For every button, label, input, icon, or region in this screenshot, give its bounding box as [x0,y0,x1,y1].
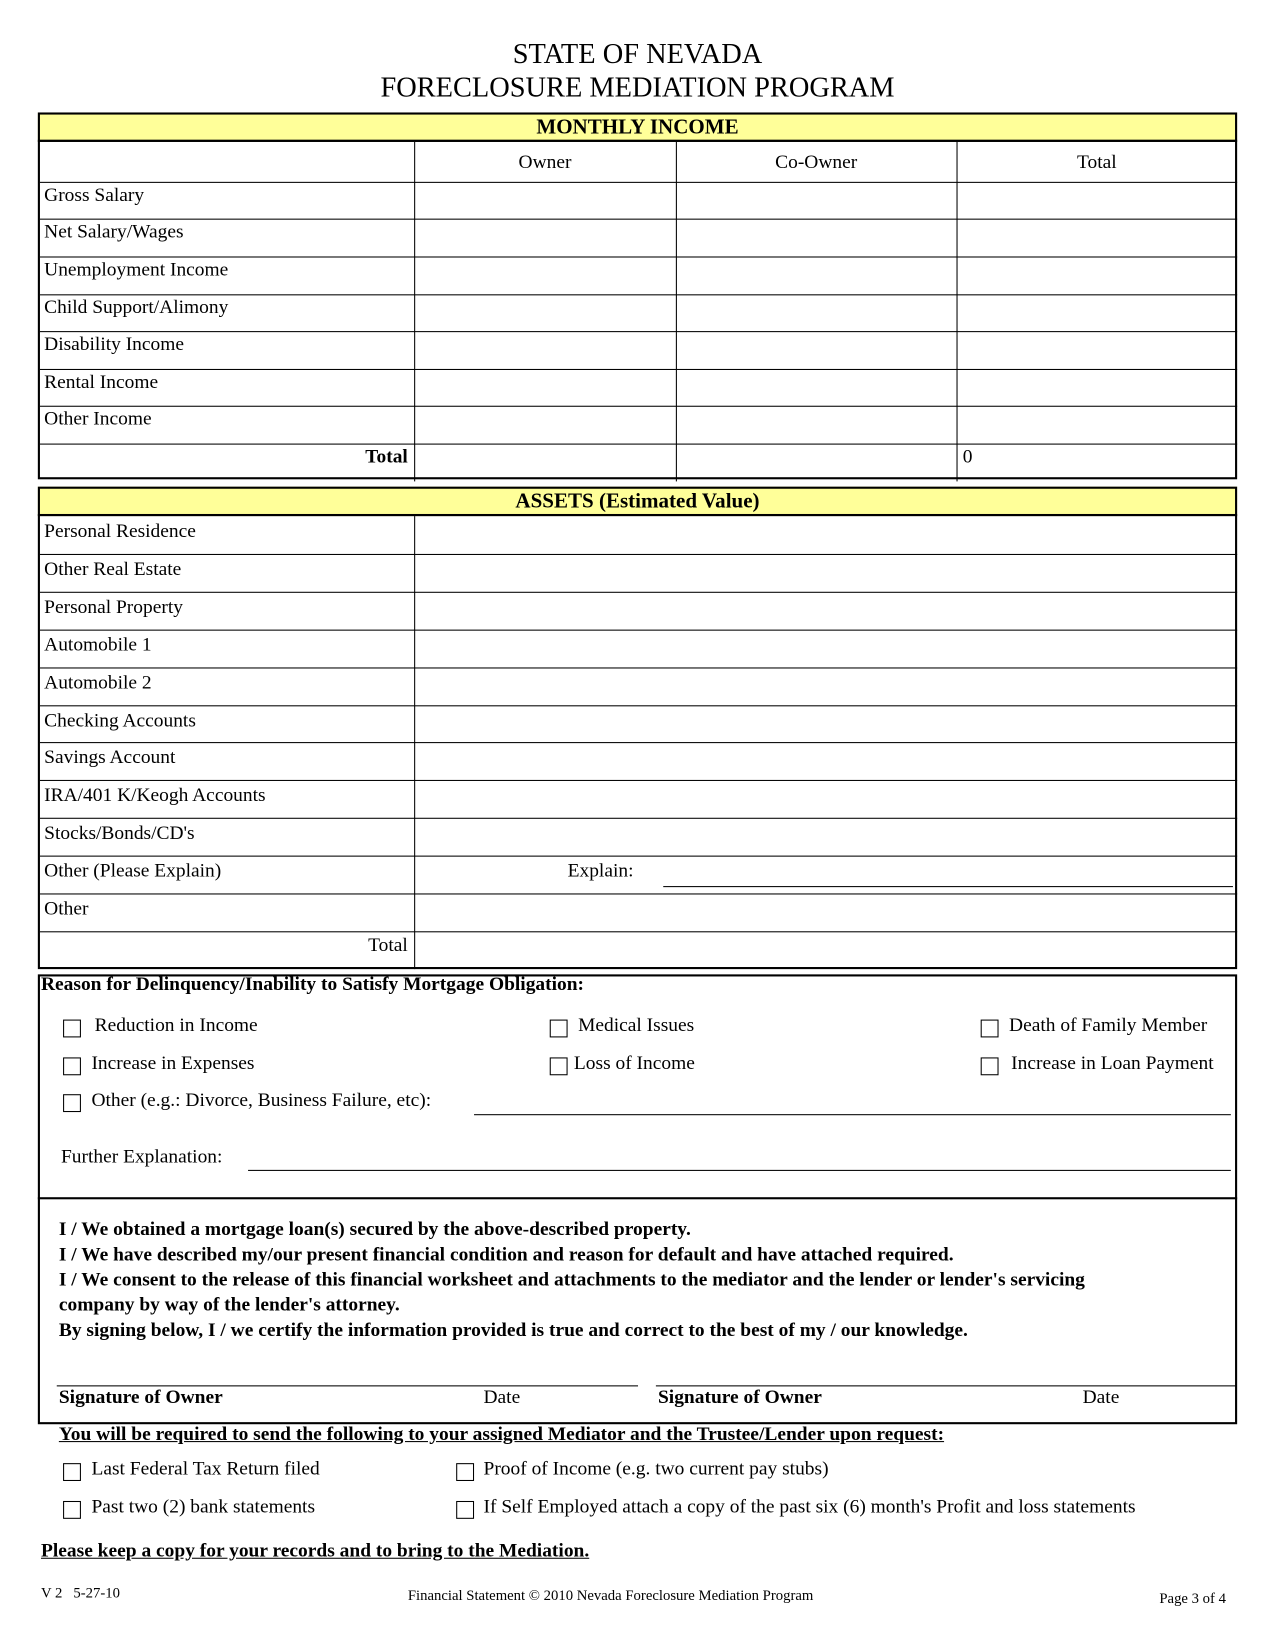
statement-line: I / We obtained a mortgage loan(s) secured by the above-described property. [58,1219,691,1241]
total-income-field[interactable] [959,221,1235,253]
owner-income-field[interactable] [416,371,674,403]
option-label: Increase in Loan Payment [1011,1053,1214,1075]
assets-table [38,514,1237,969]
asset-row-label: Automobile 2 [44,672,152,694]
further-explanation-field[interactable] [248,1170,1231,1171]
checkbox-bank-statements[interactable] [63,1501,81,1519]
statement-line: company by way of the lender's attorney. [58,1294,400,1316]
owner-income-field[interactable] [416,408,674,440]
option-label: Medical Issues [578,1015,695,1037]
co-owner-income-field[interactable] [678,259,954,291]
total-income-field[interactable] [959,259,1235,291]
owner-income-field[interactable] [416,259,674,291]
option-label: Other (e.g.: Divorce, Business Failure, etc): [91,1089,432,1112]
column-divider [414,142,415,482]
date-label: Date [483,1387,521,1409]
total-income-field[interactable] [959,333,1235,365]
further-explanation-label: Further Explanation: [60,1146,223,1168]
checkbox-other-reason[interactable] [63,1094,81,1112]
column-header: Total [1076,152,1117,174]
row-divider [40,256,1237,257]
row-divider [40,369,1237,370]
row-divider [40,331,1237,332]
checkbox-increase-in-loan-payment[interactable] [981,1057,999,1075]
income-row-label: Disability Income [44,334,185,356]
statement-line: By signing below, I / we certify the information provided is true and correct to the best of my / our knowledge. [58,1320,968,1342]
statement-line: I / We consent to the release of this financial worksheet and attachments to the mediator and the lender or lender's servicing [58,1269,1085,1291]
income-row-label: Net Salary/Wages [44,221,184,243]
required-item-label: Last Federal Tax Return filed [91,1458,320,1480]
checkbox-increase-in-expenses[interactable] [63,1057,81,1075]
monthly-income-header: MONTHLY INCOME [38,112,1237,141]
income-row-label: Rental Income [44,372,159,394]
owner-signature-line-2[interactable] [656,1385,1236,1386]
row-divider [40,592,1237,593]
row-divider [40,629,1237,630]
assets-total-label: Total [368,935,408,957]
row-divider [40,219,1237,220]
row-divider [40,294,1237,295]
checkbox-tax-return[interactable] [63,1463,81,1481]
asset-value-field[interactable] [418,707,1234,740]
date-label: Date [1082,1387,1120,1409]
footer-page-number: Page 3 of 4 [1159,1591,1226,1608]
row-divider [40,667,1237,668]
total-income-field[interactable] [959,184,1235,216]
row-divider [40,406,1237,407]
asset-value-field[interactable] [418,782,1234,815]
required-item-label: Past two (2) bank statements [91,1496,316,1518]
income-row-label: Child Support/Alimony [44,297,229,319]
asset-value-field[interactable] [418,896,1234,929]
co-owner-income-field[interactable] [678,184,954,216]
row-divider [40,182,1237,183]
required-documents-title: You will be required to send the following to your assigned Mediator and the Trustee/Lender upon request: [58,1424,945,1446]
title-line-2: FORECLOSURE MEDIATION PROGRAM [380,71,895,104]
option-label: Death of Family Member [1009,1015,1208,1037]
assets-header: ASSETS (Estimated Value) [38,487,1237,516]
required-item-label: If Self Employed attach a copy of the past six (6) month's Profit and loss statements [483,1496,1136,1518]
column-divider [957,142,958,482]
asset-value-field[interactable] [418,745,1234,778]
asset-row-label: Automobile 1 [44,634,152,656]
monthly-income-table [38,140,1237,480]
co-owner-income-field[interactable] [678,408,954,440]
required-item-label: Proof of Income (e.g. two current pay stubs) [483,1458,829,1480]
row-divider [40,742,1237,743]
column-header: Co-Owner [775,152,858,174]
owner-income-field[interactable] [416,221,674,253]
row-divider [40,554,1237,555]
option-label: Loss of Income [573,1053,695,1075]
total-income-field[interactable] [959,371,1235,403]
owner-signature-line-1[interactable] [57,1385,638,1386]
income-total-label: Total [365,446,408,468]
co-owner-income-field[interactable] [678,333,954,365]
asset-row-label: Other Real Estate [44,559,182,581]
row-divider [40,818,1237,819]
row-divider [40,893,1237,894]
row-divider [40,931,1237,932]
co-owner-income-field[interactable] [678,221,954,253]
co-owner-income-field[interactable] [678,371,954,403]
owner-income-field[interactable] [416,184,674,216]
asset-row-label: Stocks/Bonds/CD's [44,823,195,845]
option-label: Reduction in Income [94,1015,258,1037]
asset-value-field[interactable] [418,518,1234,551]
row-divider [40,705,1237,706]
row-divider [40,444,1237,445]
footer-version: V 2 5-27-10 [40,1586,121,1602]
checkbox-proof-of-income[interactable] [456,1463,474,1481]
checkbox-medical-issues[interactable] [550,1020,568,1038]
keep-copy-note: Please keep a copy for your records and to bring to the Mediation. [40,1540,590,1562]
checkbox-loss-of-income[interactable] [550,1057,568,1075]
owner-income-field[interactable] [416,296,674,328]
explain-label: Explain: [567,860,634,882]
other-reason-field[interactable] [474,1114,1231,1115]
checkbox-death-of-family-member[interactable] [981,1020,999,1038]
certification-statement [59,1217,1085,1343]
total-income-field[interactable] [959,296,1235,328]
asset-value-field[interactable] [418,820,1234,853]
asset-row-label: Other [44,898,89,920]
statement-line: I / We have described my/our present financial condition and reason for default and have attached required. [58,1244,954,1266]
checkbox-reduction-in-income[interactable] [63,1020,81,1038]
owner-income-field[interactable] [416,333,674,365]
asset-value-field[interactable] [418,594,1234,627]
signature-label: Signature of Owner [657,1387,822,1409]
asset-row-label: Personal Residence [44,521,196,543]
signature-label: Signature of Owner [58,1387,223,1409]
asset-row-label: Savings Account [44,747,176,769]
asset-value-field[interactable] [418,631,1234,664]
column-divider [676,142,677,482]
asset-row-label: Personal Property [44,596,183,618]
checkbox-profit-loss[interactable] [456,1501,474,1519]
column-header: Owner [518,152,572,174]
asset-value-field[interactable] [418,556,1234,589]
income-row-label: Gross Salary [44,184,145,207]
row-divider [40,856,1237,857]
row-divider [40,780,1237,781]
income-row-label: Unemployment Income [44,259,229,281]
footer-center: Financial Statement © 2010 Nevada Foreclosure Mediation Program [407,1588,814,1604]
total-income-field[interactable] [959,408,1235,440]
income-row-label: Other Income [44,408,152,430]
asset-value-field[interactable] [418,669,1234,702]
option-label: Increase in Expenses [91,1053,255,1075]
income-total-value: 0 [962,446,973,468]
title-line-1: STATE OF NEVADA [512,37,763,70]
asset-row-label: IRA/401 K/Keogh Accounts [44,785,266,807]
reason-title: Reason for Delinquency/Inability to Satisfy Mortgage Obligation: [40,974,585,996]
asset-row-label: Other (Please Explain) [44,860,222,882]
co-owner-income-field[interactable] [678,296,954,328]
asset-row-label: Checking Accounts [44,710,196,732]
explain-field[interactable] [663,886,1233,887]
